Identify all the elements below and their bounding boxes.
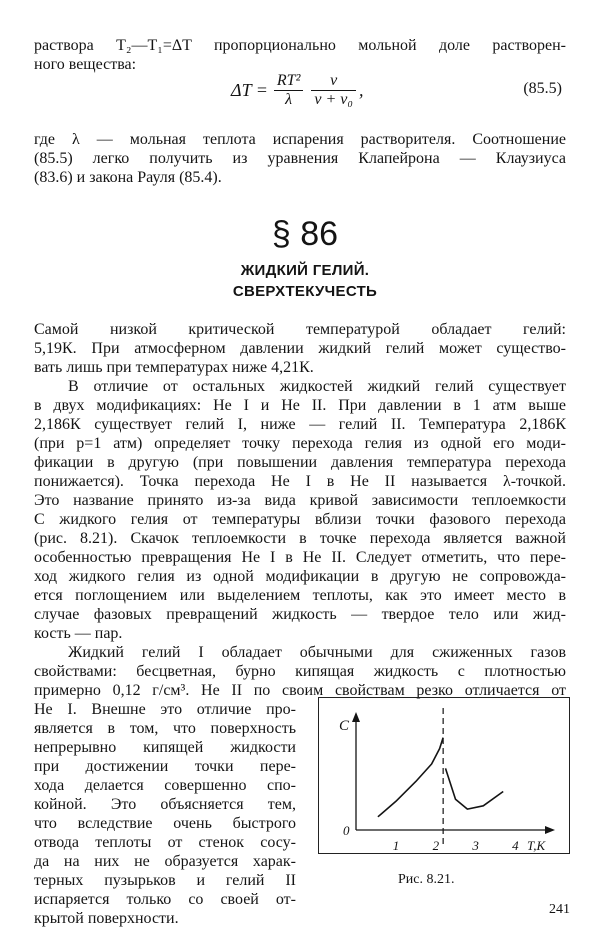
text-line: ного вещества: [34, 56, 137, 73]
text-line: C жидкого гелия от температуры вблизи точки фазового перехода [34, 511, 566, 528]
equation-85-5 [230, 72, 364, 109]
x-axis-arrow [545, 826, 555, 834]
eq-num2: ν [311, 72, 356, 91]
text-line: (83.6) и закона Рауля (85.4). [34, 169, 222, 186]
x-tick-label: 3 [472, 838, 479, 853]
text-line: He I. Внешне это отличие про- [34, 701, 296, 718]
x-tick-label: 4 [512, 838, 519, 853]
text-line: где λ — мольная теплота испарения растворителя. Соотношение [34, 131, 566, 148]
text-line: ется поглощением или выделением теплоты, как это имеет место в [34, 587, 566, 604]
text-line: испаряется только со своей от- [34, 891, 296, 908]
text-line: в двух модификациях: He I и He II. При давлении в 1 атм выше [34, 397, 566, 414]
section-title-line-1: ЖИДКИЙ ГЕЛИЙ. [240, 262, 370, 279]
text-line: хода делается совершенно спо- [34, 777, 296, 794]
text-line: случае фазовых превращений жидкость — твердое тело или жид- [34, 606, 566, 623]
text-line: В отличие от остальных жидкостей жидкий гелий существует [68, 378, 566, 395]
page-number: 241 [549, 902, 570, 917]
text-line: понижается). Точка перехода He I в He II называется λ-точкой. [34, 473, 566, 490]
text-line: (85.5) легко получить из уравнения Клапейрона — Клаузиуса [34, 150, 566, 167]
eq-lhs: ΔT = [231, 80, 268, 100]
eq-den1: λ [285, 91, 293, 108]
text-line: (рис. 8.21). Скачок теплоемкости в точке перехода является важной [34, 530, 566, 547]
text-line: Жидкий гелий I обладает обычными для сжиженных газов [68, 644, 566, 661]
x-tick-label: 2 [432, 838, 440, 853]
text-line: непрерывно кипящей жидкости [34, 739, 296, 756]
figure-8-21 [318, 697, 570, 854]
text-line: раствора T₂—T₁=ΔT пропорционально мольной доле растворен- [34, 37, 566, 54]
origin-label: 0 [343, 823, 350, 838]
x-axis-label: T,K [527, 838, 546, 853]
eq-num1: RT² [274, 72, 303, 91]
text-line: свойствами: бесцветная, бурно кипящая жидкость с плотностью [34, 663, 566, 680]
text-line: примерно 0,12 г/см³. He II по своим свойствам резко отличается от [34, 682, 566, 699]
text-line: (при p=1 атм) определяет точку перехода гелия из одной его моди- [34, 435, 566, 452]
eq-tail: , [358, 80, 364, 100]
y-axis-label: C [339, 718, 350, 734]
figure-caption: Рис. 8.21. [398, 872, 455, 887]
section-number: § 86 [271, 215, 339, 253]
y-axis-arrow [352, 712, 360, 722]
x-tick-label: 1 [392, 838, 400, 853]
text-line: кость — пар. [34, 625, 123, 642]
curve-he-ii [378, 738, 443, 817]
text-line: 2,186К существует гелий I, ниже — гелий II. Температура 2,186К [34, 416, 566, 433]
text-line: что вследствие очень быстрого [34, 815, 296, 832]
text-line: при достижении точки пере- [34, 758, 296, 775]
section-title-line-2: СВЕРХТЕКУЧЕСТЬ [232, 283, 378, 300]
text-line: Это название принято из-за вида кривой зависимости теплоемкости [34, 492, 566, 509]
text-line: терных пузырьков и гелий II [34, 872, 296, 889]
text-line: койной. Это объясняется тем, [34, 796, 296, 813]
text-line: отвода теплоты от стенок сосу- [34, 834, 296, 851]
text-line: особенностью превращения He I в He II. Следует отметить, что пере- [34, 549, 566, 566]
curve-he-i [446, 768, 504, 809]
text-line: является в том, что поверхность [34, 720, 296, 737]
text-line: Самой низкой критической температурой обладает гелий: [34, 321, 566, 338]
text-line: ход жидкого гелия из одной модификации в другую не сопровожда- [34, 568, 566, 585]
text-line: фикации в другую (при повышении давления температура перехода [34, 454, 566, 471]
eq-den2: ν + ν₀ [314, 91, 353, 108]
equation-number: (85.5) [523, 80, 562, 97]
text-line: крытой поверхности. [34, 910, 179, 927]
text-line: вать лишь при температурах ниже 4,21К. [34, 359, 314, 376]
text-line: 5,19К. При атмосферном давлении жидкий гелий может существо- [34, 340, 566, 357]
heat-capacity-chart [319, 698, 569, 853]
text-line: да на них не образуется харак- [34, 853, 296, 870]
